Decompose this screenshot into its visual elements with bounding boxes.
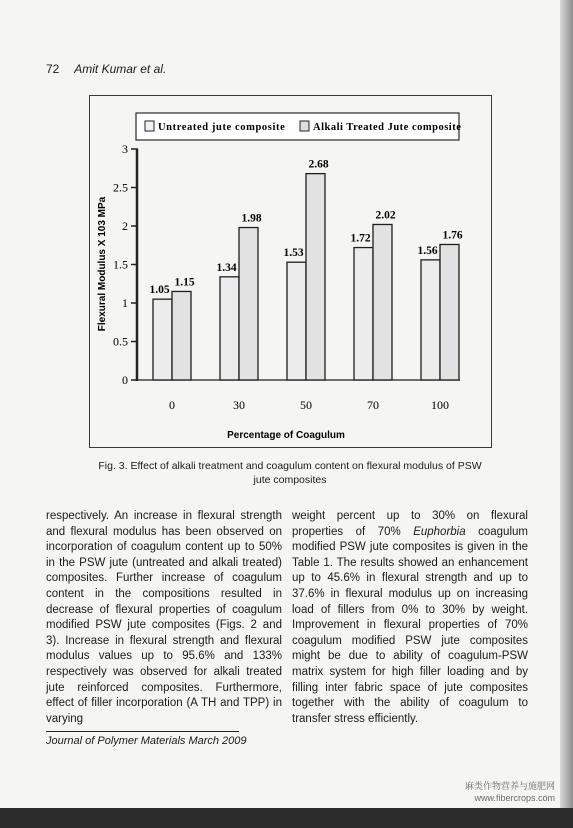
y-tick-label: 2.5 bbox=[113, 180, 128, 195]
bar-untreated bbox=[421, 260, 440, 380]
x-axis-label: Percentage of Coagulum bbox=[227, 430, 345, 441]
bar-alkali bbox=[172, 291, 191, 380]
journal-footer: Journal of Polymer Materials March 2009 bbox=[46, 735, 247, 747]
bar-untreated bbox=[354, 248, 373, 380]
bar-value-label: 1.98 bbox=[241, 212, 262, 225]
legend-label-untreated: Untreated jute composite bbox=[158, 122, 286, 133]
watermark-line1: 麻类作物营养与施肥网 bbox=[464, 781, 555, 791]
figure-frame bbox=[89, 95, 492, 448]
x-tick-label: 70 bbox=[367, 398, 379, 412]
x-tick-label: 100 bbox=[431, 398, 449, 412]
bar-value-label: 1.56 bbox=[417, 244, 438, 257]
y-tick-label: 0 bbox=[122, 373, 128, 387]
bar-value-label: 1.05 bbox=[149, 284, 170, 297]
bar-alkali bbox=[306, 174, 325, 380]
chart-legend bbox=[136, 113, 461, 140]
y-tick-label: 1 bbox=[122, 296, 128, 310]
y-tick-label: 1.5 bbox=[113, 257, 128, 272]
x-tick-label: 30 bbox=[233, 398, 245, 412]
bar-value-label: 1.53 bbox=[283, 247, 304, 260]
x-tick-label: 50 bbox=[300, 398, 312, 412]
bar-alkali bbox=[373, 224, 392, 380]
x-tick-label: 0 bbox=[169, 398, 175, 412]
right-text-start: weight percent up to 30% on flexural properties of 70% bbox=[292, 510, 528, 538]
footer-rule bbox=[46, 731, 239, 732]
bar-value-label: 1.34 bbox=[216, 261, 237, 274]
figure-caption: Fig. 3. Effect of alkali treatment and coagulum content on flexural modulus of PSW jute composites bbox=[98, 460, 482, 486]
bar-value-label: 1.76 bbox=[442, 229, 463, 242]
body-right-column bbox=[292, 509, 528, 727]
legend-swatch-untreated bbox=[145, 121, 154, 131]
bar-value-label: 1.72 bbox=[350, 232, 371, 245]
y-tick-label: 2 bbox=[122, 219, 128, 233]
bar-chart bbox=[90, 96, 491, 447]
species-name: Euphorbia bbox=[413, 525, 466, 538]
page-edge-shadow bbox=[560, 0, 573, 828]
bar-untreated bbox=[153, 299, 172, 380]
body-left-column: respectively. An increase in flexural strength and flexural modulus has been observed on incorporation of coagulum content up to 50% in the PSW jute (untreated and alkali treated) composites. Further increase of coagulum content in the compositions resulted in decrease of flexural properties of coagulum modified PSW jute composites (Figs. 2 and 3). Increase in flexural strength and flexural modulus values up to 95.6% and 133% respectively was observed for alkali treated jute reinforced composites. Furthermore, effect of filler incorporation (A TH and TPP) in varying bbox=[46, 510, 282, 725]
bar-untreated bbox=[220, 277, 239, 380]
bar-value-label: 2.68 bbox=[308, 158, 329, 171]
legend-swatch-alkali bbox=[300, 121, 309, 131]
watermark bbox=[465, 780, 555, 804]
legend-label-alkali: Alkali Treated Jute composite bbox=[313, 122, 462, 133]
bar-untreated bbox=[287, 262, 306, 380]
page-number: 72 bbox=[46, 62, 60, 76]
bar-alkali bbox=[440, 244, 459, 380]
bar-alkali bbox=[239, 228, 258, 380]
scan-bottom-band bbox=[0, 808, 573, 828]
author-name: Amit Kumar et al. bbox=[74, 62, 167, 76]
y-tick-label: 0.5 bbox=[113, 334, 128, 349]
bar-value-label: 2.02 bbox=[375, 209, 396, 222]
watermark-line2: www.fibercrops.com bbox=[474, 793, 555, 803]
y-tick-label: 3 bbox=[122, 142, 128, 156]
bar-value-label: 1.15 bbox=[174, 276, 195, 289]
y-axis-label: Flexural Modulus X 103 MPa bbox=[97, 196, 108, 332]
running-header bbox=[46, 62, 166, 76]
right-text-rest: coagulum modified PSW jute composites is given in the Table 1. The results showed an enhancement up to 45.6% in flexural strength and up to 37.6% in flexural modulus up on increasing load of fillers from 0% to 30% by weight. Improvement in flexural properties of 70% coagulum modified PSW jute composites might be due to ability of coagulum-PSW matrix system for high filler loading and by filling inter fabric space of jute composites together with the ability of coagulum to transfer stress efficiently. bbox=[292, 525, 528, 725]
